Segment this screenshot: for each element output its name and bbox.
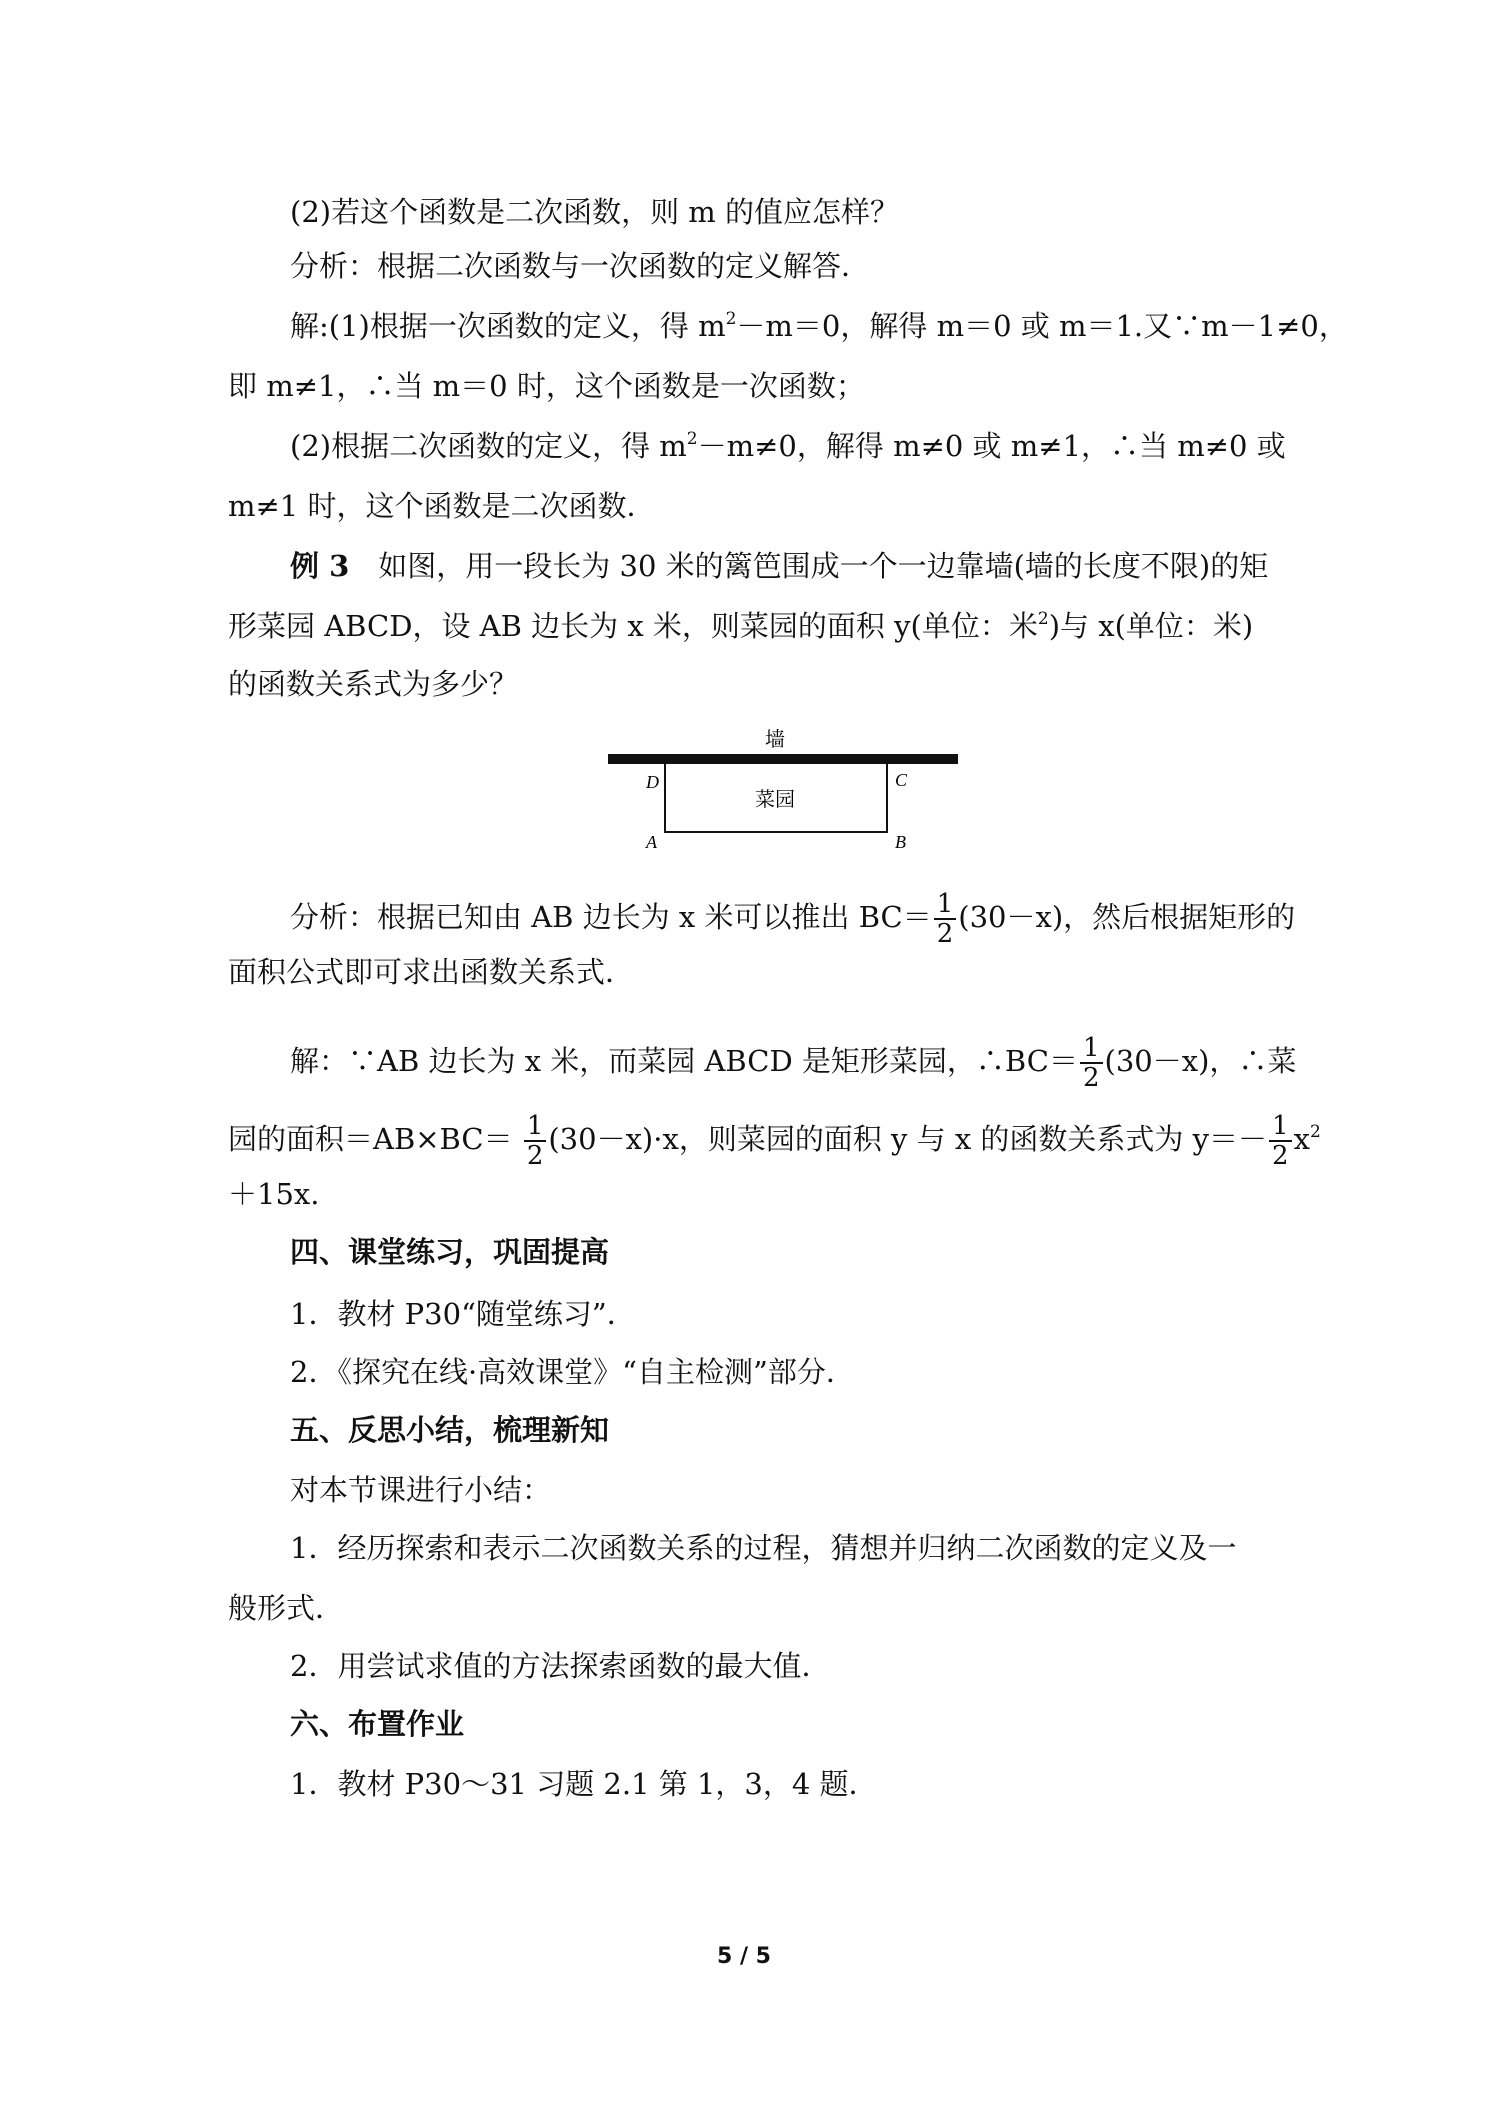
list-item: 2．《探究在线·高效课堂》“自主检测”部分． xyxy=(290,1355,855,1389)
paragraph-line: (2)若这个函数是二次函数，则 m 的值应怎样？ xyxy=(290,195,900,229)
garden-figure xyxy=(590,722,990,862)
paragraph-line: 的函数关系式为多少？ xyxy=(228,667,519,701)
paragraph-line: 即 m≠1，∴当 m＝0 时，这个函数是一次函数； xyxy=(228,369,865,403)
paragraph-line: 面积公式即可求出函数关系式． xyxy=(228,955,635,989)
garden-diagram xyxy=(590,722,990,862)
paragraph-line: (2)根据二次函数的定义，得 $m^2-m\ne 0$，解得 m≠0 或 m≠1，∴当 m≠0 或 xyxy=(290,429,1286,463)
garden-label: 菜园 xyxy=(755,789,795,811)
section-heading: 四、课堂练习，巩固提高 xyxy=(290,1235,610,1269)
fraction: $\frac{1}{2}$ xyxy=(524,1112,547,1170)
vertex-a-label: A xyxy=(646,832,657,852)
paragraph-line: 对本节课进行小结： xyxy=(290,1473,552,1507)
vertex-d-label: D xyxy=(646,772,659,792)
paragraph-line: 分析：根据二次函数与一次函数的定义解答． xyxy=(290,249,871,283)
paragraph-line: 园的面积＝AB×BC＝ $\frac{1}{2}$ (30－x)·x，则菜园的面积 y 与 x 的函数关系式为 y＝－ $\frac{1}{2}$ $x^2$ xyxy=(228,1111,1321,1171)
paragraph-line: ＋15x. xyxy=(228,1177,320,1211)
wall-bar xyxy=(608,754,958,764)
list-item: 1．教材 P30“随堂练习”． xyxy=(290,1297,636,1331)
list-item: 1．经历探索和表示二次函数关系的过程，猜想并归纳二次函数的定义及一 xyxy=(290,1531,1237,1565)
example-line: 例 3 如图，用一段长为 30 米的篱笆围成一个一边靠墙(墙的长度不限)的矩 xyxy=(290,549,1269,583)
section-heading: 六、布置作业 xyxy=(290,1707,465,1741)
wall-label: 墙 xyxy=(765,729,785,751)
list-item-continuation: 般形式． xyxy=(228,1591,345,1625)
list-item: 2．用尝试求值的方法探索函数的最大值． xyxy=(290,1649,831,1683)
vertex-c-label: C xyxy=(895,770,908,790)
fraction: $\frac{1}{2}$ xyxy=(934,890,957,948)
list-item: 1．教材 P30～31 习题 2.1 第 1，3，4 题． xyxy=(290,1767,878,1801)
paragraph-line: 分析：根据已知由 AB 边长为 x 米可以推出 BC＝ $\frac{1}{2}$ (30－x)，然后根据矩形的 xyxy=(290,889,1296,949)
paragraph-line: 解：∵AB 边长为 x 米，而菜园 ABCD 是矩形菜园，∴BC＝ $\frac{1}{2}$ (30－x)，∴菜 xyxy=(290,1033,1297,1093)
example-label: 例 3 xyxy=(290,549,350,583)
fraction: $\frac{1}{2}$ xyxy=(1269,1112,1292,1170)
fraction: $\frac{1}{2}$ xyxy=(1080,1034,1103,1092)
paragraph-line: 形菜园 ABCD，设 AB 边长为 x 米，则菜园的面积 y(单位：米$^2$)与 x(单位：米) xyxy=(228,609,1254,643)
page-number: 5 / 5 xyxy=(717,1944,771,1969)
section-heading: 五、反思小结，梳理新知 xyxy=(290,1413,610,1447)
paragraph-line: 解:(1)根据一次函数的定义，得 $m^2-m=0$，解得 m＝0 或 m＝1.又∵m－1≠0， xyxy=(290,309,1348,343)
paragraph-line: m≠1 时，这个函数是二次函数． xyxy=(228,489,656,523)
vertex-b-label: B xyxy=(895,832,906,852)
